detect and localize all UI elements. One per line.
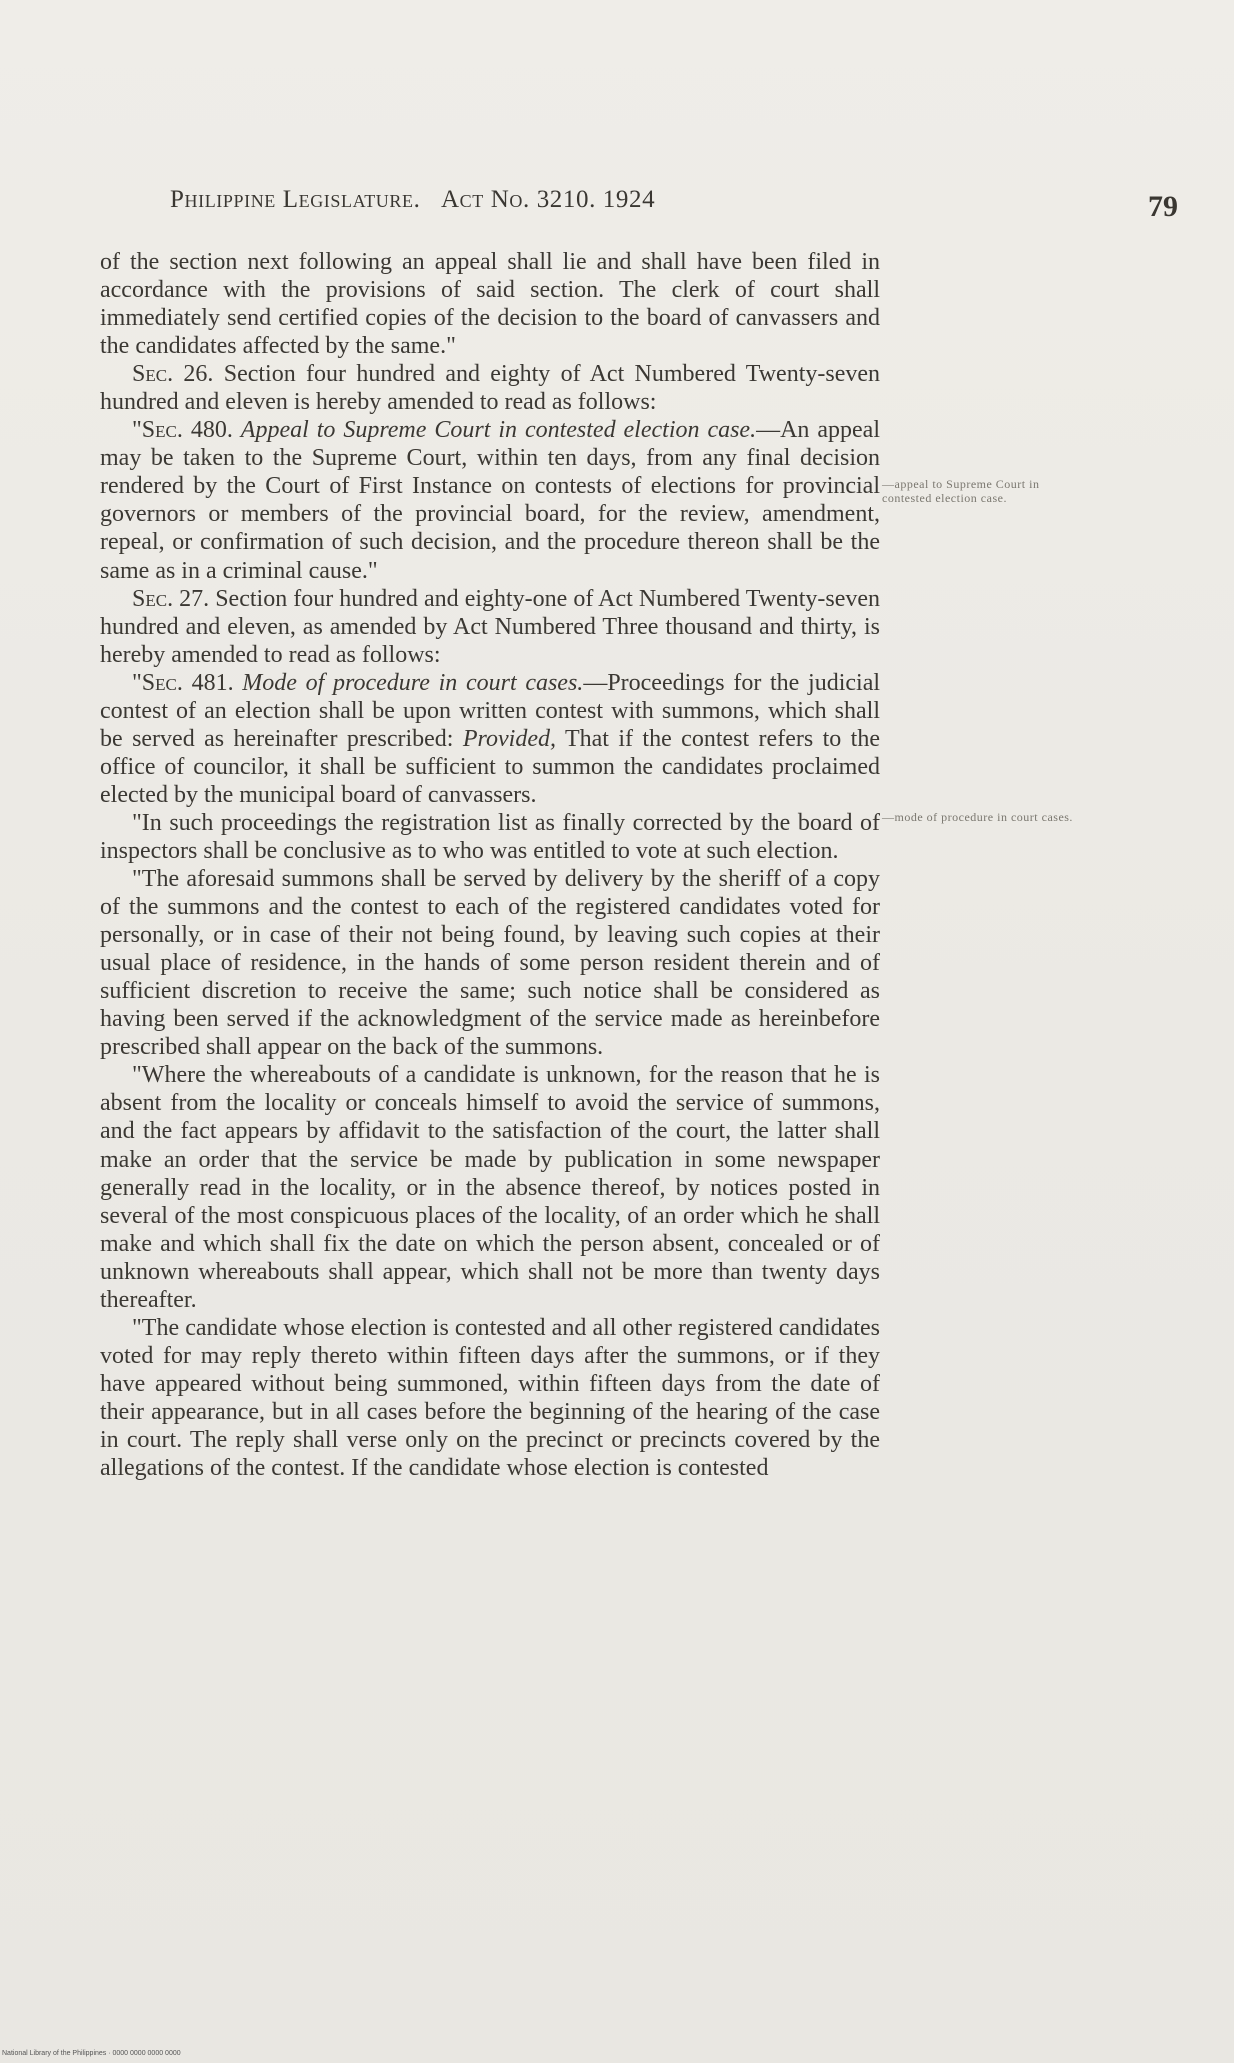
- paragraph-text: Section four hundred and eighty of Act Numbered Twenty-seven hundred and eleven is hereby amended to read as follows:: [100, 361, 881, 416]
- section-label: Sec. 27.: [132, 585, 210, 612]
- proviso-word: Provided,: [462, 725, 556, 752]
- paragraph: of the section next following an appeal shall lie and shall have been filed in accordance with the provisions of said section. The clerk of court shall immediately send certified copies of the decision to the board of canvassers and the candidates affected by the same.": [100, 249, 880, 360]
- section-label: "Sec. 481.: [132, 669, 234, 696]
- section-title: Appeal to Supreme Court in contested election case.: [240, 417, 757, 444]
- margin-note-appeal: —appeal to Supreme Court in contested election case.: [882, 477, 1040, 505]
- paragraph: [100, 360, 880, 416]
- paragraph-text: —An appeal may be taken to the Supreme Court, within ten days, from any final decision rendered by the Court of First Instance on contests of elections for provincial governors or members of the provincial board, for the review, amendment, repeal, or confirmation of such decision, and the procedure thereon shall be the same as in a criminal cause.": [100, 417, 881, 584]
- paragraph: [100, 669, 880, 809]
- section-title: Mode of procedure in court cases.: [242, 669, 584, 696]
- running-header: [170, 186, 870, 214]
- section-label: Sec. 26.: [132, 361, 214, 388]
- act-number: Act No. 3210. 1924: [441, 186, 656, 213]
- paragraph: "Where the whereabouts of a candidate is unknown, for the reason that he is absent from the locality or conceals himself to avoid the service of summons, and the fact appears by affidavit to the satisfaction of the court, the latter shall make an order that the service be made by publication in some newspaper generally read in the locality, or in the absence thereof, by notices posted in several of the most conspicuous places of the locality, of an order which he shall make and which shall fix the date on which the person absent, concealed or of unknown whereabouts shall appear, which shall not be more than twenty days thereafter.: [100, 1062, 880, 1313]
- section-label: "Sec. 480.: [132, 417, 233, 444]
- page-number: 79: [1148, 190, 1178, 223]
- document-body: [100, 248, 880, 1482]
- paragraph: [100, 416, 880, 584]
- paragraph-text: —Proceedings for the judicial contest of an election shall be upon written contest with summons, which shall be served as hereinafter prescribed:: [100, 669, 881, 752]
- scan-footer: National Library of the Philippines · 0000 0000 0000 0000: [2, 2050, 181, 2057]
- paragraph: [100, 585, 880, 669]
- margin-note-procedure: —mode of procedure in court cases.: [882, 810, 1073, 824]
- paragraph: "The candidate whose election is contested and all other registered candidates voted for may reply thereto within fifteen days after the summons, or if they have appeared without being summoned, within fifteen days from the date of their appearance, but in all cases before the beginning of the hearing of the case in court. The reply shall verse only on the precinct or precincts covered by the allegations of the contest. If the candidate whose election is contested: [100, 1314, 880, 1482]
- running-title: Philippine Legislature.: [170, 186, 421, 213]
- paragraph: "In such proceedings the registration list as finally corrected by the board of inspectors shall be conclusive as to who was entitled to vote at such election.: [100, 809, 880, 864]
- paragraph-text: Section four hundred and eighty-one of Act Numbered Twenty-seven hundred and eleven, as amended by Act Numbered Three thousand and thirty, is hereby amended to read as follows:: [100, 585, 881, 668]
- paragraph: "The aforesaid summons shall be served by delivery by the sheriff of a copy of the summons and the contest to each of the registered candidates voted for personally, or in case of their not being found, by leaving such copies at their usual place of residence, in the hands of some person resident therein and of sufficient discretion to receive the same; such notice shall be considered as having been served if the acknowledgment of the service made as hereinbefore prescribed shall appear on the back of the summons.: [100, 866, 880, 1061]
- paragraph-text: That if the contest refers to the office of councilor, it shall be sufficient to summon the candidates proclaimed elected by the municipal board of canvassers.: [100, 725, 880, 808]
